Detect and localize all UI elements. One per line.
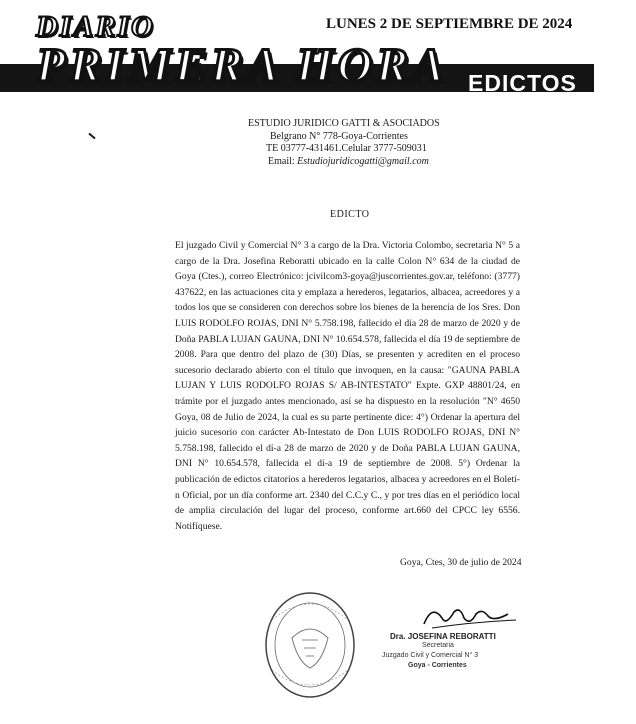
signer-role: Secretaria: [422, 642, 454, 649]
document-date: Goya, Ctes, 30 de julio de 2024: [400, 557, 522, 568]
firm-address: Belgrano N° 778-Goya-Corrientes: [270, 130, 408, 142]
firm-phone: TE 03777-431461.Celular 3777-509031: [266, 143, 427, 154]
law-firm-letterhead: [248, 118, 440, 168]
newspaper-name-main: PRIMERA HORA: [36, 39, 449, 92]
document-title: EDICTO: [330, 209, 370, 220]
firm-email-line: [248, 156, 440, 169]
firm-email: Estudiojuridicogatti@gmail.com: [297, 155, 429, 167]
newspaper-masthead: [0, 0, 636, 96]
handwritten-signature: [412, 600, 532, 634]
newspaper-name-top: DIARIO: [36, 10, 155, 43]
court-seal: [262, 590, 358, 700]
firm-email-label: Email:: [268, 155, 295, 167]
signer-city: Goya - Corrientes: [408, 662, 467, 669]
issue-date: LUNES 2 DE SEPTIEMBRE DE 2024: [326, 16, 573, 32]
stray-mark: [88, 133, 95, 140]
edict-body: El juzgado Civil y Comercial N° 3 a cargo de la Dra. Victoria Colombo, secretaria N° 5 a cargo de la Dra. Josefina Reboratti ubicado en la calle Colon N° 634 de la ciudad de Goya (Ctes.), correo Electrónico: jcivilcom3-goya@juscorrientes.gov.ar, teléfono: (3777) 437622, en las actuaciones cita y emplaza a herederos, legatarios, albacea, acreedores y a todos los que se consideren con derechos sobre los bienes de la herencia de los Sres. Don LUIS RODOLFO ROJAS, DNI N° 5.758.198, fallecido el día 28 de marzo de 2020 y de Doña PABLA LUJAN GAUNA, DNI N° 10.654.578, fallecida el día 19 de septiembre de 2008. Para que dentro del plazo de (30) Días, se presenten y acrediten en el proceso sucesorio declarado abierto con el título que invoquen, en la causa: "GAUNA PABLA LUJAN Y LUIS RODOLFO ROJAS S/ AB-INTESTATO" Expte. GXP 48801/24, en trámite por el juzgado antes mencionado, así se ha dispuesto en la resolución "N° 4650 Goya, 08 de Julio de 2024, la cual es su parte pertinente dice: 4°) Ordenar la apertura del juicio sucesorio con carácter Ab-Intestato de Don LUIS RODOLFO ROJAS, DNI N° 5.758.198, fallecido el dí-a 28 de marzo de 2020 y de Doña PABLA LUJAN GAUNA, DNI N° 10.654.578, fallecida el dí-a 19 de septiembre de 2008. 5°) Ordenar la publicación de edictos citatorios a herederos legatarios, albacea y acreedores en el Boletí-n Oficial, por un día conforme art. 2340 del C.C.y C., y por tres días en el periódico local de amplia circulación del lugar del proceso, conforme art.660 del CPCC ley 6556. Notifíquese.: [175, 240, 520, 532]
signature-block: [382, 600, 542, 680]
firm-name: ESTUDIO JURIDICO GATTI & ASOCIADOS: [248, 118, 440, 129]
section-title: EDICTOS: [468, 70, 577, 96]
signer-court: Juzgado Civil y Comercial N° 3: [382, 652, 479, 659]
signer-name: Dra. JOSEFINA REBORATTI: [390, 632, 496, 641]
